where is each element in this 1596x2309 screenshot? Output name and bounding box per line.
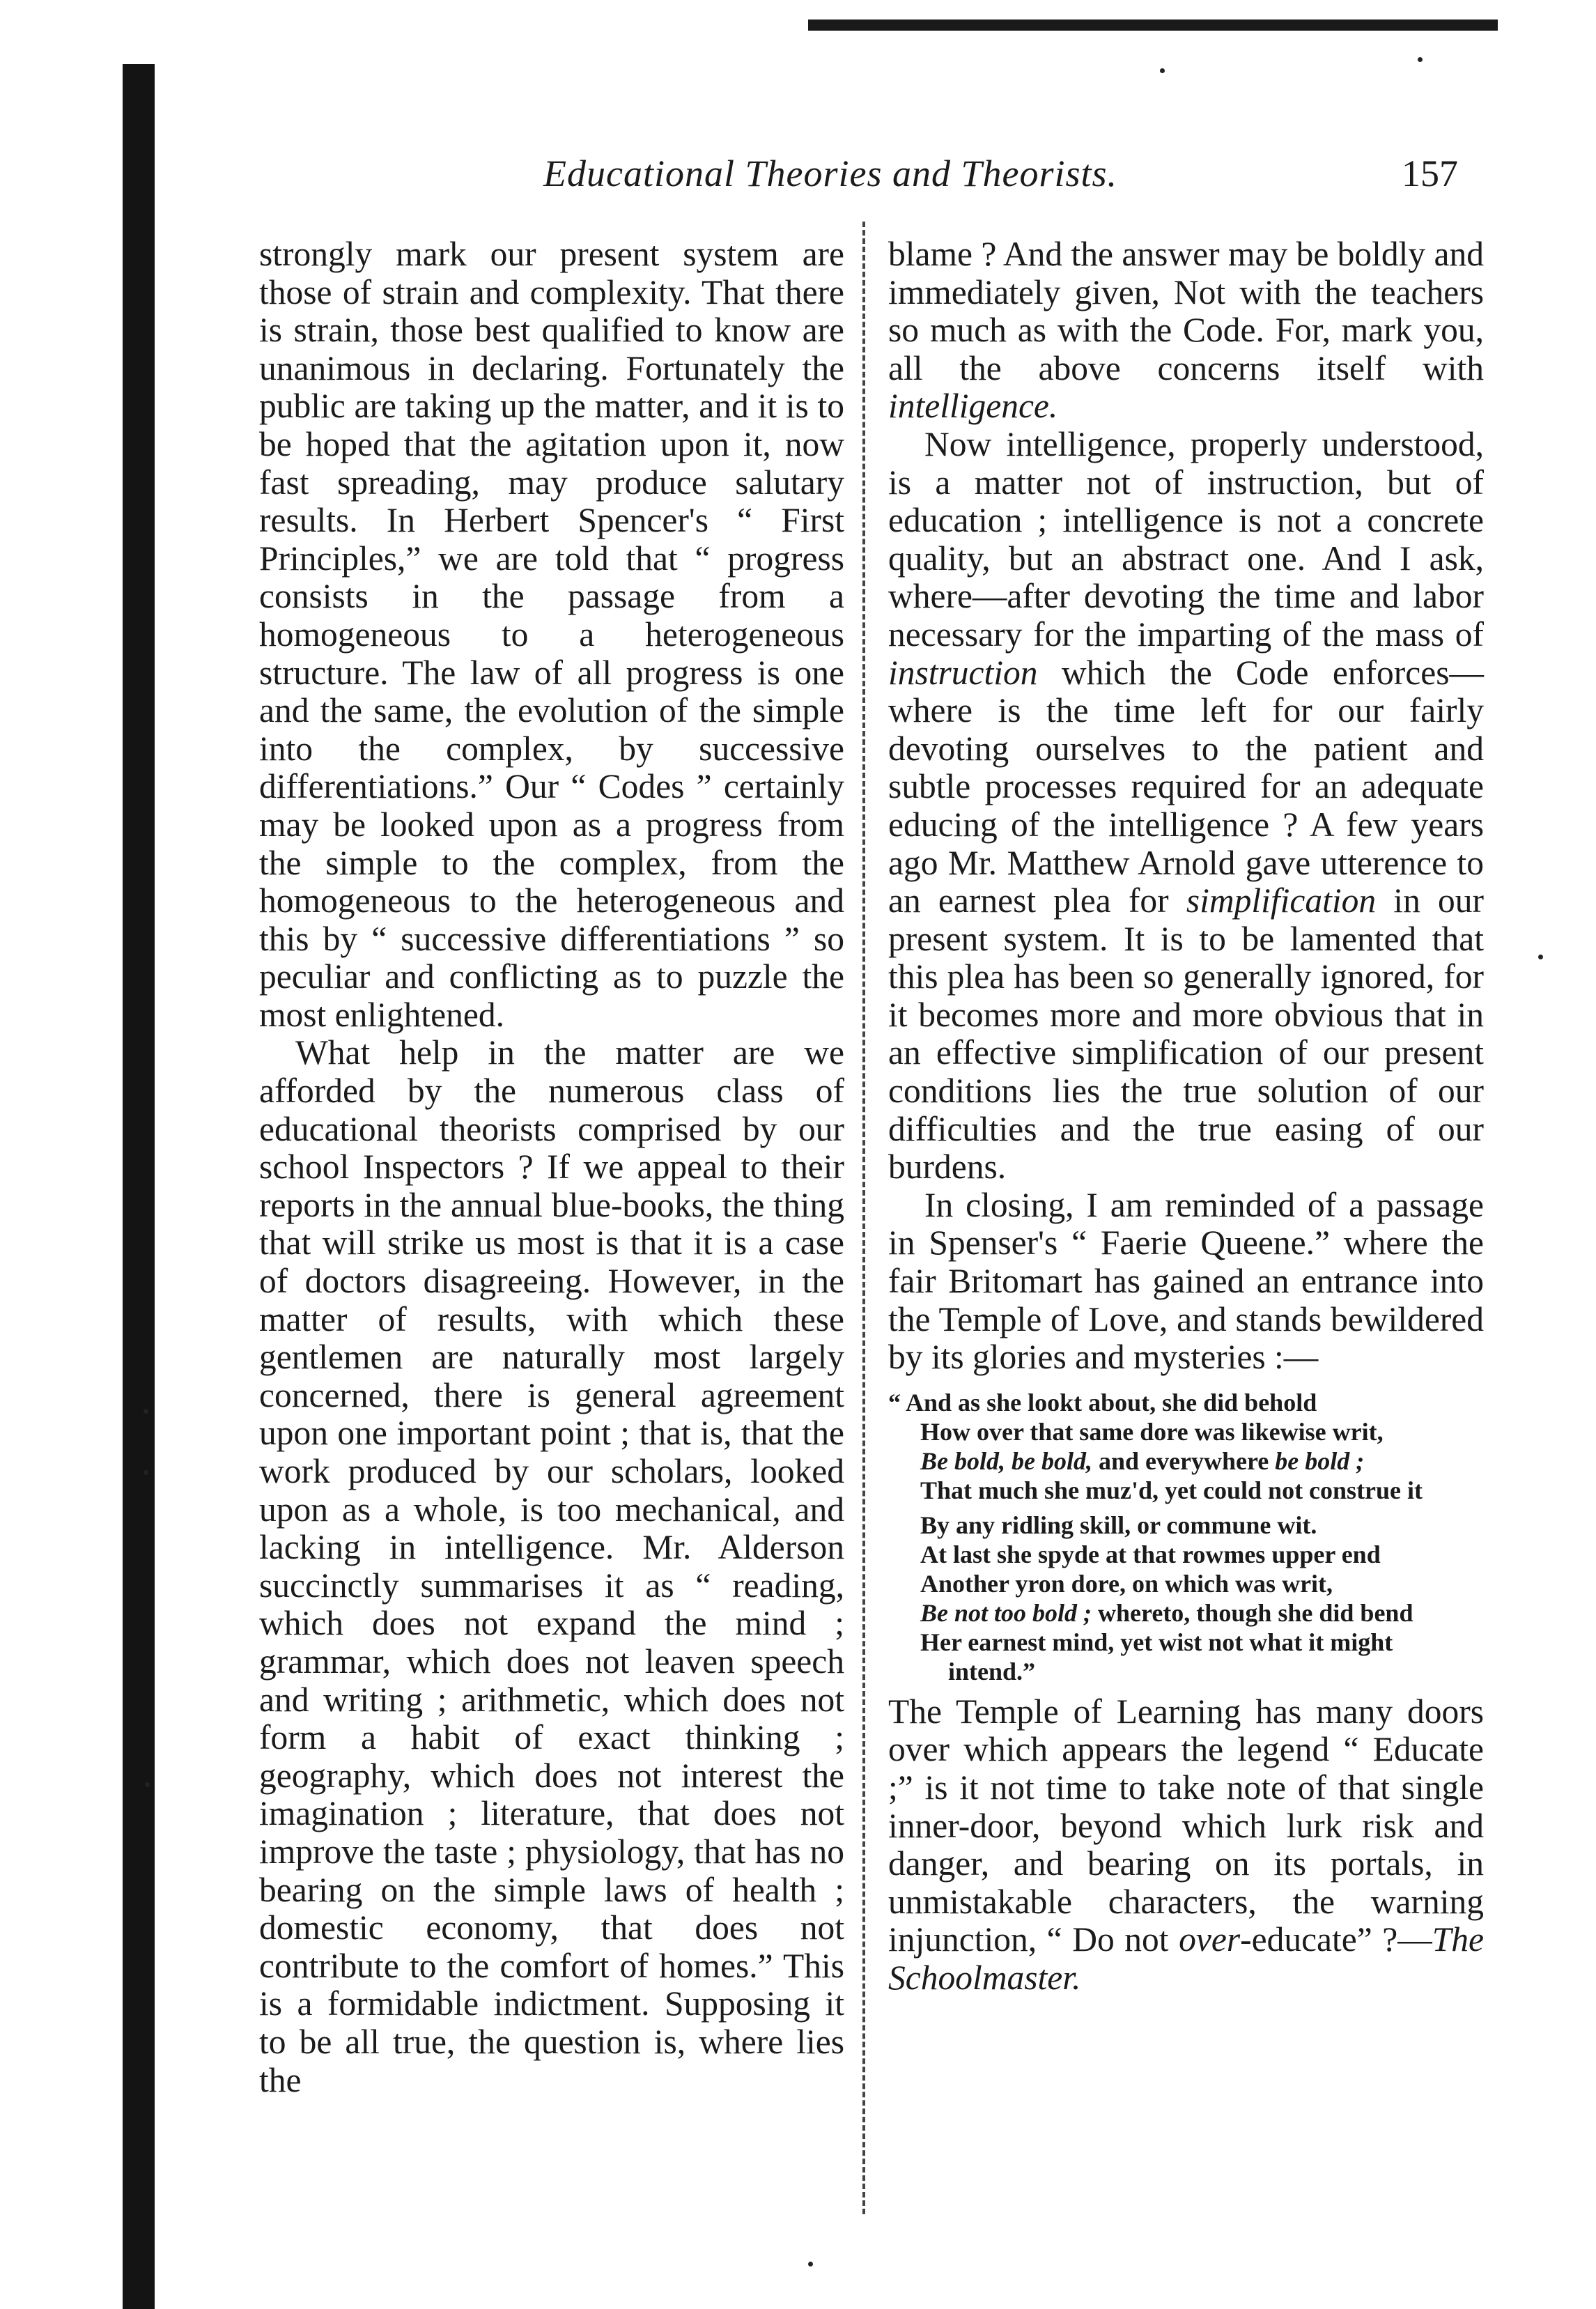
- emphasis: simplification: [1186, 881, 1377, 920]
- binding-shadow: [123, 64, 155, 2309]
- paragraph: blame ? And the answer may be boldly and immediately given, Not with the teachers so much as with the Code. For, mark you, all the above concerns itself with intelligence.: [888, 235, 1485, 426]
- paragraph: Now intelligence, properly understood, is a matter not of instruction, but of education ; intelligence is not a concrete quality, but an abstract one. And I ask, where—after devoting the time and labor necessary for the imparting of the mass of instruction which the Code enforces—where is the time left for our fairly devoting ourselves to the patient and subtle processes required for an adequate educing of the intelligence ? A few years ago Mr. Matthew Arnold gave utterence to an earnest plea for simplification in our present system. It is to be lamented that this plea has been so generally ignored, for it becomes more and more obvious that in an effective simplification of our present conditions lies the true solution of our difficulties and the true easing of our burdens.: [888, 424, 1484, 1187]
- paragraph: What help in the matter are we afforded by the numerous class of educational theorists comprised by our school Inspectors ? If we appeal to their reports in the annual blue-books, the thing that will strike us most is that it is a case of doctors disagreeing. However, in the matter of results, with which these gentlemen are naturally most largely concerned, there is general agreement upon one important point ; that is, that the work produced by our scholars, looked upon as a whole, is too mechanical, and lacking in intelligence. Mr. Alderson succinctly summarises it as “ reading, which does not expand the mind ; grammar, which does not leaven speech and writing ; arithmetic, which does not form a habit of exact thinking ; geography, which does not interest the imagination ; literature, that does not improve the taste ; physiology, that has no bearing on the simple laws of health ; domestic economy, that does not contribute to the comfort of homes.” This is a formidable indictment. Supposing it to be all true, the question is, where lies the: [259, 1033, 844, 2099]
- poem-line: That much she muz'd, yet could not construe it: [920, 1476, 1423, 1504]
- speck: [1538, 955, 1543, 959]
- speck: [808, 2262, 813, 2266]
- left-column: [259, 235, 844, 2099]
- poem-line: Be not too bold ; whereto, though she did bend: [920, 1598, 1413, 1627]
- emphasis: intelligence.: [888, 387, 1058, 426]
- speck: [144, 1470, 148, 1475]
- right-column: [888, 235, 1484, 1998]
- poem-quotation: [888, 1388, 1484, 1686]
- paragraph: strongly mark our present system are those of strain and complexity. That there is strain, those best qualified to know are unanimous in declaring. Fortunately the public are taking up the matter, and it is to be hoped that the agitation upon it, now fast spreading, may produce salutary results. In Herbert Spencer's “ First Principles,” we are told that “ progress consists in the passage from a homogeneous to a heterogeneous structure. The law of all progress is one and the same, the evolution of the simple into the complex, by successive differentiations.” Our “ Codes ” certainly may be looked upon as a progress from the simple to the complex, from the homogeneous to the heterogeneous and this by “ successive differentiations ” so peculiar and conflicting as to puzzle the most enlightened.: [259, 235, 844, 1034]
- paragraph: The Temple of Learning has many doors over which appears the legend “ Educate ;” is it not time to take note of that single inner-door, beyond which lurk risk and danger, and bearing on its portals, in unmistakable characters, the warning injunction, “ Do not over-educate” ?—The Schoolmaster.: [888, 1692, 1484, 1997]
- paragraph: In closing, I am reminded of a passage in Spenser's “ Faerie Queene.” where the fair Britomart has gained an entrance into the Temple of Love, and stands bewildered by its glories and mysteries :—: [888, 1185, 1484, 1377]
- column-divider: [862, 222, 865, 2214]
- poem-line: How over that same dore was likewise writ,: [920, 1417, 1384, 1446]
- speck: [1160, 68, 1165, 73]
- poem-line: Be bold, be bold, and everywhere be bold ;: [920, 1446, 1365, 1475]
- source-attribution: The Schoolmaster.: [888, 1920, 1484, 1997]
- poem-line: Another yron dore, on which was writ,: [920, 1569, 1333, 1598]
- page-number: 157: [1402, 153, 1458, 194]
- poem-line: Her earnest mind, yet wist not what it might intend.”: [920, 1628, 1393, 1685]
- poem-line: By any ridling skill, or commune wit.: [920, 1511, 1317, 1539]
- speck: [144, 1409, 148, 1414]
- poem-line: “ And as she lookt about, she did behold: [888, 1388, 1317, 1416]
- speck: [145, 1782, 150, 1787]
- top-rule: [808, 20, 1498, 31]
- emphasis: instruction: [888, 653, 1038, 692]
- speck: [1418, 57, 1423, 62]
- poem-line: At last she spyde at that rowmes upper end: [920, 1540, 1381, 1568]
- running-title: Educational Theories and Theorists.: [543, 153, 1118, 194]
